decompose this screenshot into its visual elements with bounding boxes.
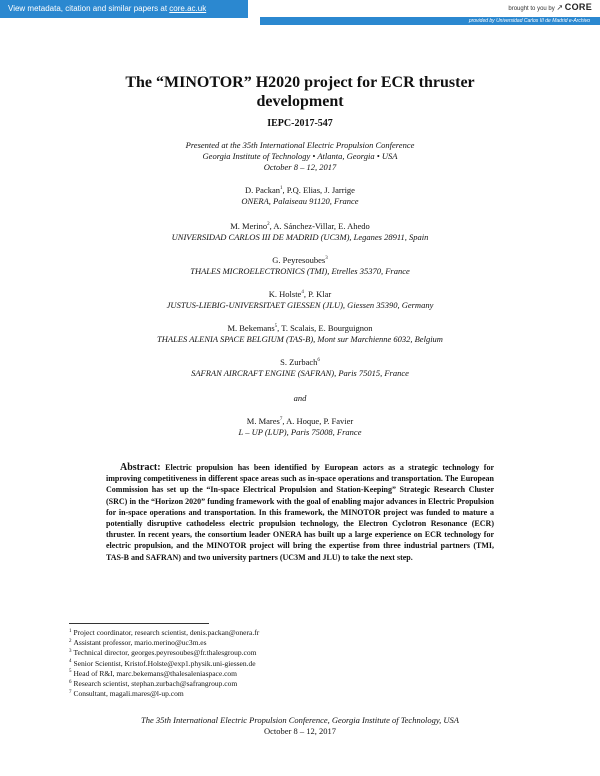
footnote-number: 1: [69, 628, 72, 634]
footnote-2: [69, 638, 499, 648]
first-author: S. Zurbach: [280, 357, 318, 367]
author-block-2: [40, 221, 560, 243]
footnote-text: Project coordinator, research scientist, denis.packan@onera.fr: [73, 628, 260, 637]
footer-line-2: October 8 – 12, 2017: [263, 726, 336, 736]
footnote-mark: 7: [279, 417, 283, 423]
affiliation: UNIVERSIDAD CARLOS III DE MADRID (UC3M), Leganes 28911, Spain: [171, 232, 429, 242]
footnote-5: [69, 669, 499, 679]
affiliation: ONERA, Palaiseau 91120, France: [241, 196, 359, 206]
abstract-text: Electric propulsion has been identified by European actors as a strategic technology for improving competitiveness in different space areas such as in-space operations and transportation. The European Commission has set up the “In-space Electrical Propulsion and Station-Keeping” Strategic Research Cluster (SRC) in the “Horizon 2020” funding framework with the goal of enabling major advances in Electric Propulsion for in-space operations and transportation. In this framework, the MINOTOR project was funded to mature a potentially disruptive cathodeless electric propulsion technology, the Electron Cyclotron Resonance (ECR) thruster. In recent years, the consortium leader ONERA has built up a large experience on ECR technology for electric propulsion, and the MINOTOR project will bring the expertise from three industrial partners (TMI, TAS-B and SAFRAN) and two university partners (UC3M and JLU) to take the next step.: [106, 463, 495, 562]
page-footer: [60, 715, 540, 737]
first-author: G. Peyresoubes: [272, 255, 326, 265]
footnote-3: [69, 648, 499, 658]
core-brand[interactable]: [508, 2, 592, 12]
provider-text: provided by Universidad Carlos III de Madrid e-Archivo: [468, 18, 590, 24]
conference-line-2: Georgia Institute of Technology • Atlanta, Georgia • USA: [202, 151, 398, 161]
footnote-mark: 5: [274, 324, 278, 330]
footnote-number: 3: [69, 648, 72, 654]
footnote-mark: 4: [301, 290, 304, 296]
core-banner: [0, 0, 600, 26]
author-names: [40, 289, 560, 300]
author-block-1: [40, 185, 560, 207]
footnote-mark: 6: [317, 358, 320, 364]
footnote-mark: 2: [267, 222, 270, 228]
core-metadata-bar[interactable]: [0, 0, 248, 18]
provider-strip[interactable]: [260, 17, 600, 25]
brought-by-text: brought to you by: [508, 6, 555, 12]
affiliation: SAFRAN AIRCRAFT ENGINE (SAFRAN), Paris 75015, France: [191, 368, 409, 378]
conference-info: [60, 140, 540, 173]
first-author: D. Packan: [245, 185, 280, 195]
footnote-text: Senior Scientist, Kristof.Holste@exp1.physik.uni-giessen.de: [73, 658, 256, 668]
abstract-label: Abstract:: [120, 462, 161, 473]
footnote-4: [69, 659, 499, 669]
footnote-1: [69, 628, 499, 638]
author-block-5: [40, 323, 560, 345]
footnote-text: Head of R&I, marc.bekemans@thalesaleniaspace.com: [73, 668, 238, 678]
affiliation: L – UP (LUP), Paris 75008, France: [238, 427, 362, 437]
footnote-7: [69, 689, 499, 699]
co-authors: , A. Hoque, P. Favier: [282, 416, 354, 426]
abstract: [106, 462, 494, 563]
author-block-6: [40, 357, 560, 379]
affiliation: THALES MICROELECTRONICS (TMI), Etrelles 35370, France: [190, 266, 410, 276]
author-block-4: [40, 289, 560, 311]
footnote-6: [69, 679, 499, 689]
co-authors: , P. Klar: [303, 289, 332, 299]
author-names: [40, 255, 560, 266]
affiliation: JUSTUS-LIEBIG-UNIVERSITAET GIESSEN (JLU), Giessen 35390, Germany: [166, 300, 434, 310]
affiliation: THALES ALENIA SPACE BELGIUM (TAS-B), Mont sur Marchienne 6032, Belgium: [157, 334, 443, 344]
first-author: M. Merino: [230, 221, 268, 231]
co-authors: , P.Q. Elias, J. Jarrige: [282, 185, 355, 195]
title-line-2: development: [256, 93, 344, 110]
footnote-text: Assistant professor, mario.merino@uc3m.es: [73, 638, 207, 648]
footnote-number: 5: [69, 669, 72, 675]
footnote-mark: 3: [325, 256, 328, 262]
co-authors: , T. Scalais, E. Bourguignon: [277, 323, 373, 333]
author-names: [40, 323, 560, 334]
co-authors: , A. Sánchez-Villar, E. Ahedo: [269, 221, 370, 231]
title-line-1: The “MINOTOR” H2020 project for ECR thruster: [125, 74, 475, 91]
author-names: [40, 185, 560, 196]
and-separator: and: [293, 393, 307, 403]
core-logo-icon: ↗: [556, 3, 564, 12]
footer-line-1: The 35th International Electric Propulsion Conference, Georgia Institute of Technology, USA: [141, 715, 459, 725]
footnote-number: 7: [69, 689, 72, 695]
author-names: [40, 357, 560, 368]
paper-title: [60, 73, 540, 111]
first-author: K. Holste: [268, 289, 302, 299]
author-names: [40, 221, 560, 232]
author-block-3: [40, 255, 560, 277]
author-names: [40, 416, 560, 427]
author-block-7: [40, 416, 560, 438]
first-author: M. Mares: [246, 416, 280, 426]
footnote-number: 6: [69, 679, 72, 685]
footnote-number: 2: [69, 638, 72, 644]
core-logo: CORE: [564, 2, 592, 12]
footnote-text: Technical director, georges.peyresoubes@fr.thalesgroup.com: [73, 648, 257, 658]
conference-line-3: October 8 – 12, 2017: [263, 162, 337, 172]
footnote-text: Consultant, magali.mares@l-up.com: [73, 689, 184, 699]
first-author: M. Bekemans: [227, 323, 275, 333]
core-metadata-text: View metadata, citation and similar papers at: [8, 4, 168, 13]
core-link[interactable]: core.ac.uk: [169, 4, 207, 13]
paper-code: IEPC-2017-547: [267, 118, 333, 129]
conference-line-1: Presented at the 35th International Electric Propulsion Conference: [185, 140, 415, 150]
footnotes: [69, 628, 499, 699]
footnote-divider: [69, 623, 209, 624]
footnote-text: Research scientist, stephan.zurbach@safrangroup.com: [73, 679, 238, 689]
footnote-mark: 1: [279, 186, 283, 192]
footnote-number: 4: [69, 659, 72, 665]
